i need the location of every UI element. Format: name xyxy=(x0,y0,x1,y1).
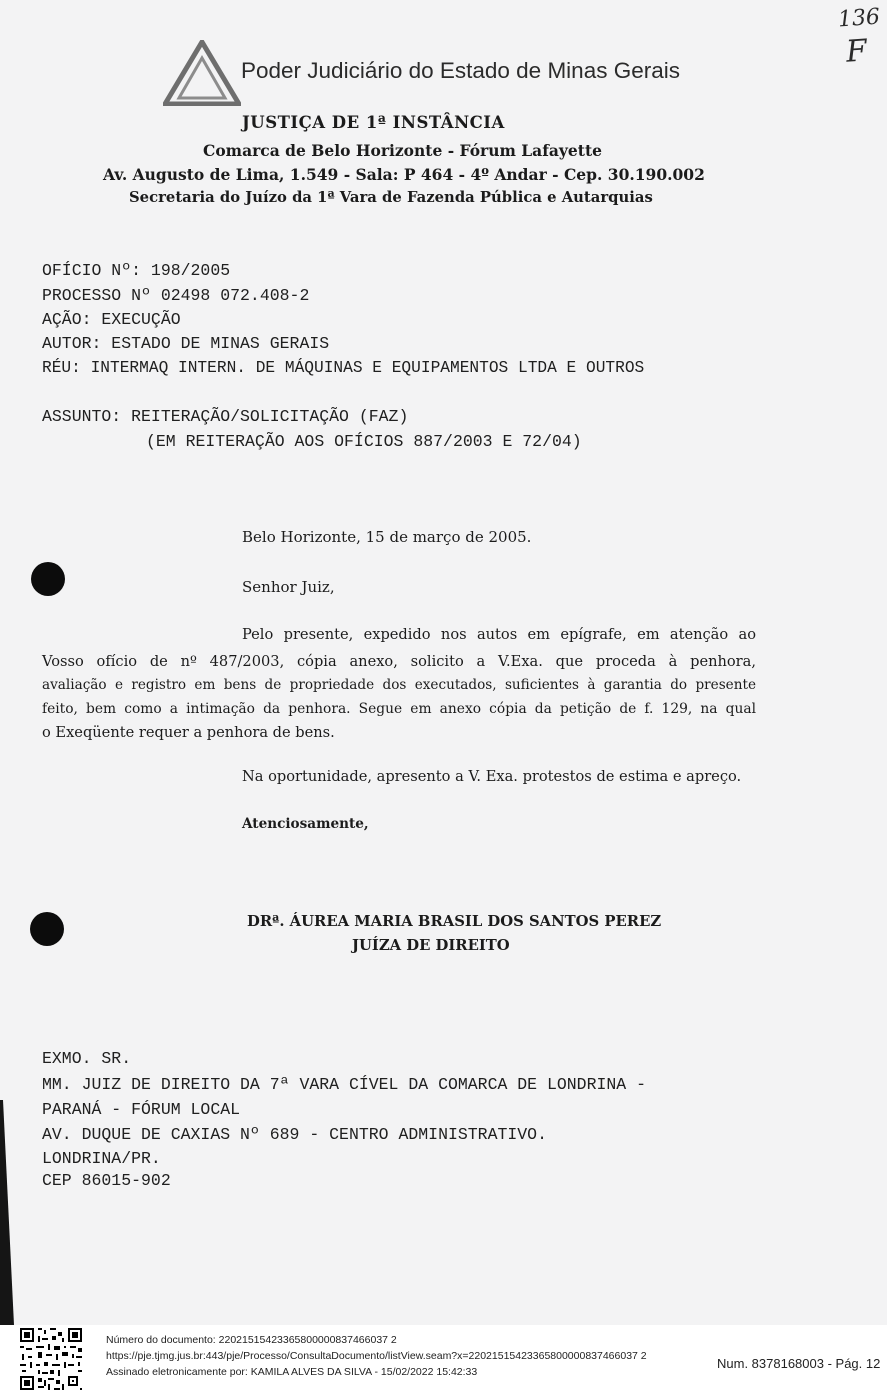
footer-page-info: Num. 8378168003 - Pág. 12 xyxy=(717,1356,881,1371)
handwritten-page-number: 136 xyxy=(837,4,881,33)
action-type: AÇÃO: EXECUÇÃO xyxy=(42,310,181,329)
footer-signature: Assinado eletronicamente por: KAMILA ALVES DA SILVA - 15/02/2022 15:42:33 xyxy=(106,1366,478,1378)
court-address: Av. Augusto de Lima, 1.549 - Sala: P 464 - 4º Andar - Cep. 30.190.002 xyxy=(103,165,705,184)
paragraph2: Na oportunidade, apresento a V. Exa. protestos de estima e apreço. xyxy=(242,768,742,785)
paragraph1-line3: avaliação e registro em bens de propriedade dos executados, suficientes à garantia do presente xyxy=(42,677,756,693)
punch-hole-bottom xyxy=(30,912,64,946)
signer-name: DRª. ÁUREA MARIA BRASIL DOS SANTOS PEREZ xyxy=(247,913,662,930)
salutation: Senhor Juiz, xyxy=(242,578,335,596)
paragraph1-line4: feito, bem como a intimação da penhora. Segue em anexo cópia da petição de f. 129, na qual xyxy=(42,701,756,717)
place-and-date: Belo Horizonte, 15 de março de 2005. xyxy=(242,528,532,546)
oficio-number: OFÍCIO Nº: 198/2005 xyxy=(42,261,231,280)
addressee-line4: AV. DUQUE DE CAXIAS Nº 689 - CENTRO ADMINISTRATIVO. xyxy=(42,1125,547,1144)
footer-document-url[interactable]: https://pje.tjmg.jus.br:443/pje/Processo/ConsultaDocumento/listView.seam?x=22021515423365800000837466037 2 xyxy=(106,1350,647,1362)
court-logo-triangle-icon xyxy=(163,40,241,106)
court-secretariat: Secretaria do Juízo da 1ª Vara de Fazenda Pública e Autarquias xyxy=(129,189,653,206)
handwritten-initial: F xyxy=(844,33,869,70)
scan-edge-shadow xyxy=(0,1100,22,1325)
addressee-line5: LONDRINA/PR. xyxy=(42,1149,161,1168)
punch-hole-top xyxy=(31,562,65,596)
addressee-line6: CEP 86015-902 xyxy=(42,1171,171,1190)
signer-title: JUÍZA DE DIREITO xyxy=(352,937,510,954)
subject-detail: (EM REITERAÇÃO AOS OFÍCIOS 887/2003 E 72/04) xyxy=(146,432,582,451)
footer-document-number: Número do documento: 22021515423365800000837466037 2 xyxy=(106,1334,397,1346)
plaintiff: AUTOR: ESTADO DE MINAS GERAIS xyxy=(42,334,330,353)
paragraph1-line5: o Exeqüente requer a penhora de bens. xyxy=(42,724,335,741)
court-instance: JUSTIÇA DE 1ª INSTÂNCIA xyxy=(242,113,505,132)
organization-name: Poder Judiciário do Estado de Minas Gerais xyxy=(241,58,680,83)
paragraph1-line1: Pelo presente, expedido nos autos em epígrafe, em atenção ao xyxy=(242,626,756,643)
defendant: RÉU: INTERMAQ INTERN. DE MÁQUINAS E EQUIPAMENTOS LTDA E OUTROS xyxy=(42,359,645,377)
qr-code-icon[interactable] xyxy=(18,1326,84,1392)
paragraph1-line2: Vosso ofício de nº 487/2003, cópia anexo, solicito a V.Exa. que proceda à penhora, xyxy=(42,653,756,670)
addressee-line3: PARANÁ - FÓRUM LOCAL xyxy=(42,1100,241,1119)
closing: Atenciosamente, xyxy=(242,816,369,832)
court-district: Comarca de Belo Horizonte - Fórum Lafayette xyxy=(203,141,602,160)
subject: ASSUNTO: REITERAÇÃO/SOLICITAÇÃO (FAZ) xyxy=(42,407,409,426)
addressee-line1: EXMO. SR. xyxy=(42,1049,132,1068)
process-number: PROCESSO Nº 02498 072.408-2 xyxy=(42,286,310,305)
addressee-line2: MM. JUIZ DE DIREITO DA 7ª VARA CÍVEL DA COMARCA DE LONDRINA - xyxy=(42,1075,646,1094)
